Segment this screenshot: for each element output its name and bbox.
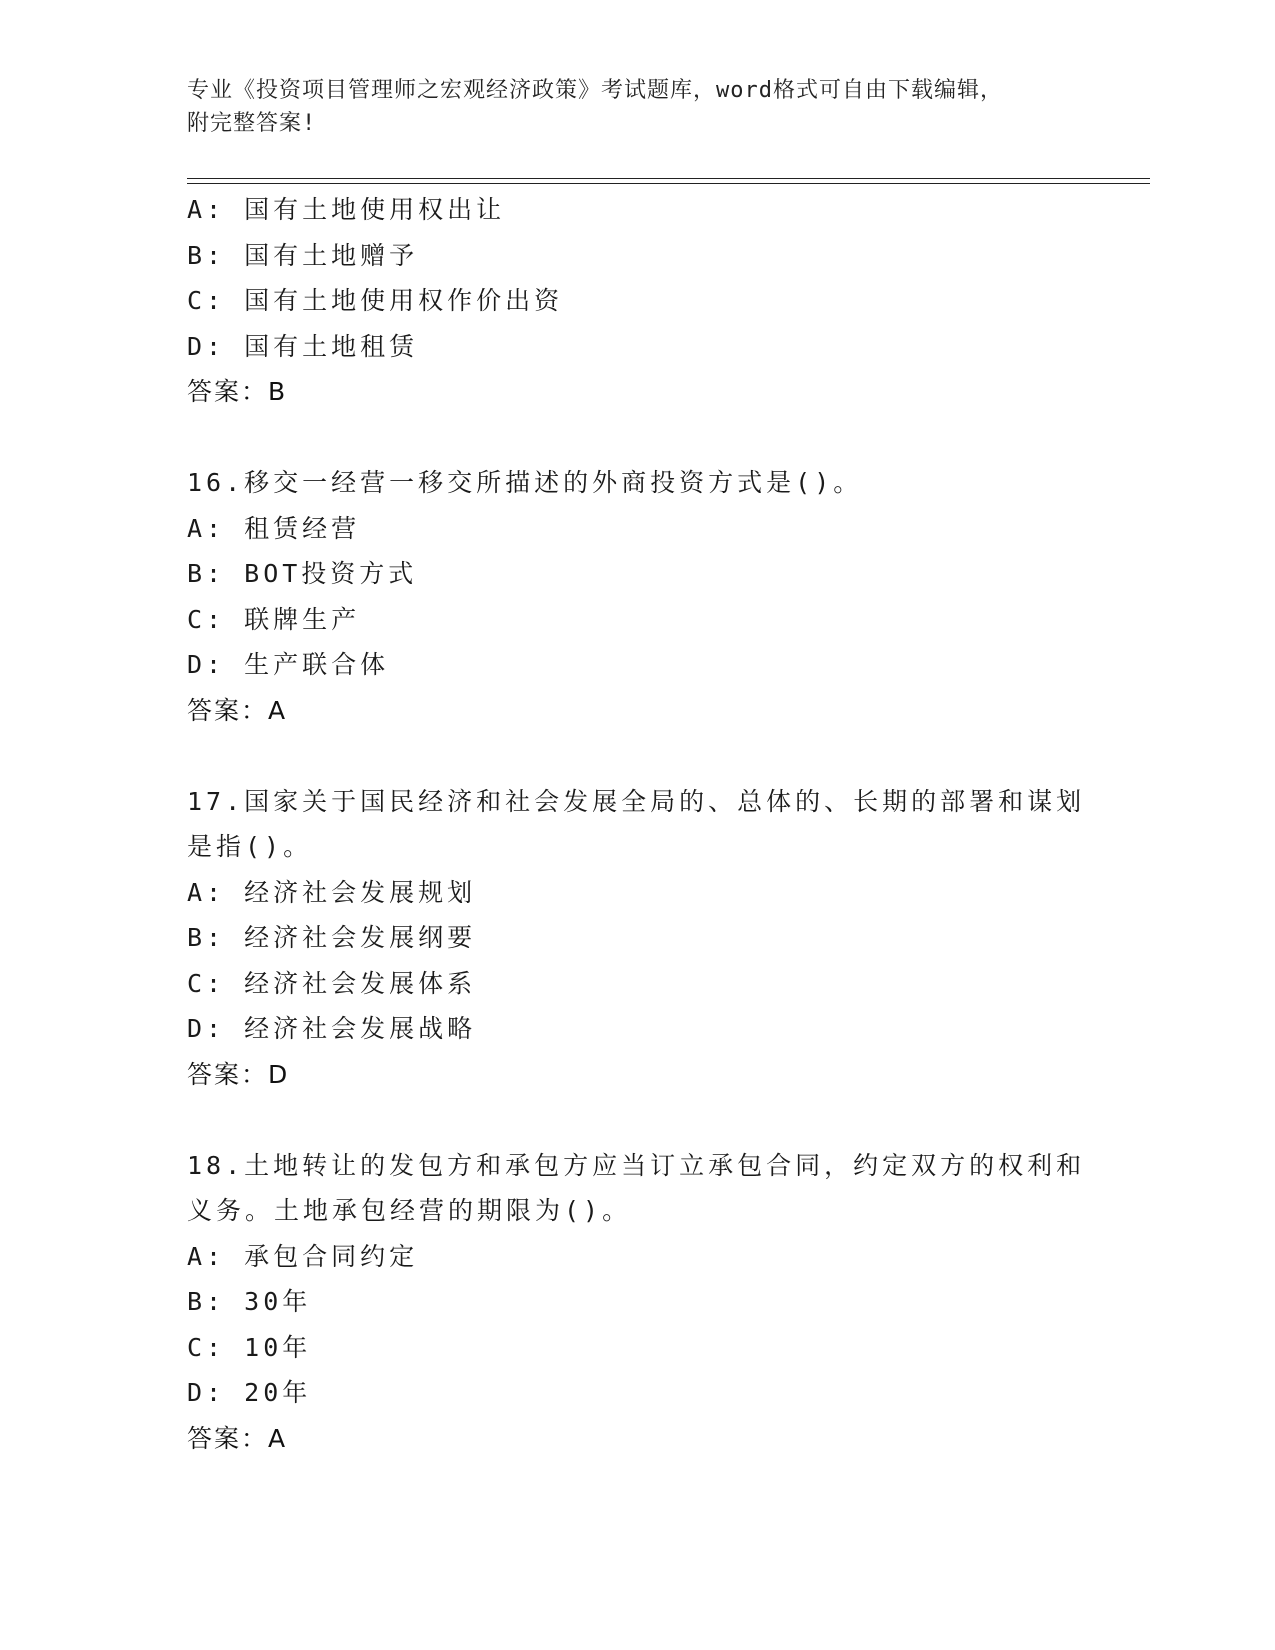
header-line-1: 专业《投资项目管理师之宏观经济政策》考试题库，word格式可自由下载编辑， xyxy=(187,78,1003,103)
question-stem-continued: 义务。土地承包经营的期限为()。 xyxy=(187,1196,632,1225)
option-a: A: 承包合同约定 xyxy=(187,1241,419,1271)
option-c: C: 经济社会发展体系 xyxy=(187,968,477,998)
option-c: C: 联牌生产 xyxy=(187,604,361,634)
answer-line: 答案：A xyxy=(187,695,288,725)
option-d: D: 国有土地租赁 xyxy=(187,331,419,361)
option-b: B: 经济社会发展纲要 xyxy=(187,923,477,952)
option-b: B: 国有土地赠予 xyxy=(187,240,419,270)
question-stem-continued: 是指()。 xyxy=(187,832,313,861)
header-line-2: 附完整答案! xyxy=(187,111,317,136)
header-divider-top xyxy=(187,178,1150,179)
answer-line: 答案：A xyxy=(187,1423,288,1453)
question-18 xyxy=(187,1143,1087,1462)
spacer xyxy=(187,1097,1087,1143)
spacer xyxy=(187,733,1087,779)
question-list xyxy=(187,187,1087,1461)
option-d: D: 20年 xyxy=(187,1378,312,1407)
header-divider-bottom xyxy=(187,183,1150,184)
question-17 xyxy=(187,779,1087,1098)
option-a: A: 国有土地使用权出让 xyxy=(187,195,506,224)
question-stem: 17.国家关于国民经济和社会发展全局的、总体的、长期的部署和谋划 xyxy=(187,786,1086,816)
question-15-continued xyxy=(187,187,1087,415)
option-c: C: 国有土地使用权作价出资 xyxy=(187,286,564,315)
option-c: C: 10年 xyxy=(187,1332,312,1362)
option-a: A: 经济社会发展规划 xyxy=(187,877,477,907)
spacer xyxy=(187,415,1087,461)
option-b: B: BOT投资方式 xyxy=(187,559,418,588)
option-a: A: 租赁经营 xyxy=(187,513,361,543)
answer-line: 答案：D xyxy=(187,1059,290,1089)
document-header xyxy=(187,74,1087,140)
option-b: B: 30年 xyxy=(187,1287,312,1316)
question-16 xyxy=(187,460,1087,733)
question-stem: 18.土地转让的发包方和承包方应当订立承包合同，约定双方的权利和 xyxy=(187,1150,1086,1180)
answer-line: 答案：B xyxy=(187,377,288,406)
question-stem: 16.移交一经营一移交所描述的外商投资方式是()。 xyxy=(187,468,863,497)
option-d: D: 生产联合体 xyxy=(187,650,390,679)
option-d: D: 经济社会发展战略 xyxy=(187,1014,477,1043)
